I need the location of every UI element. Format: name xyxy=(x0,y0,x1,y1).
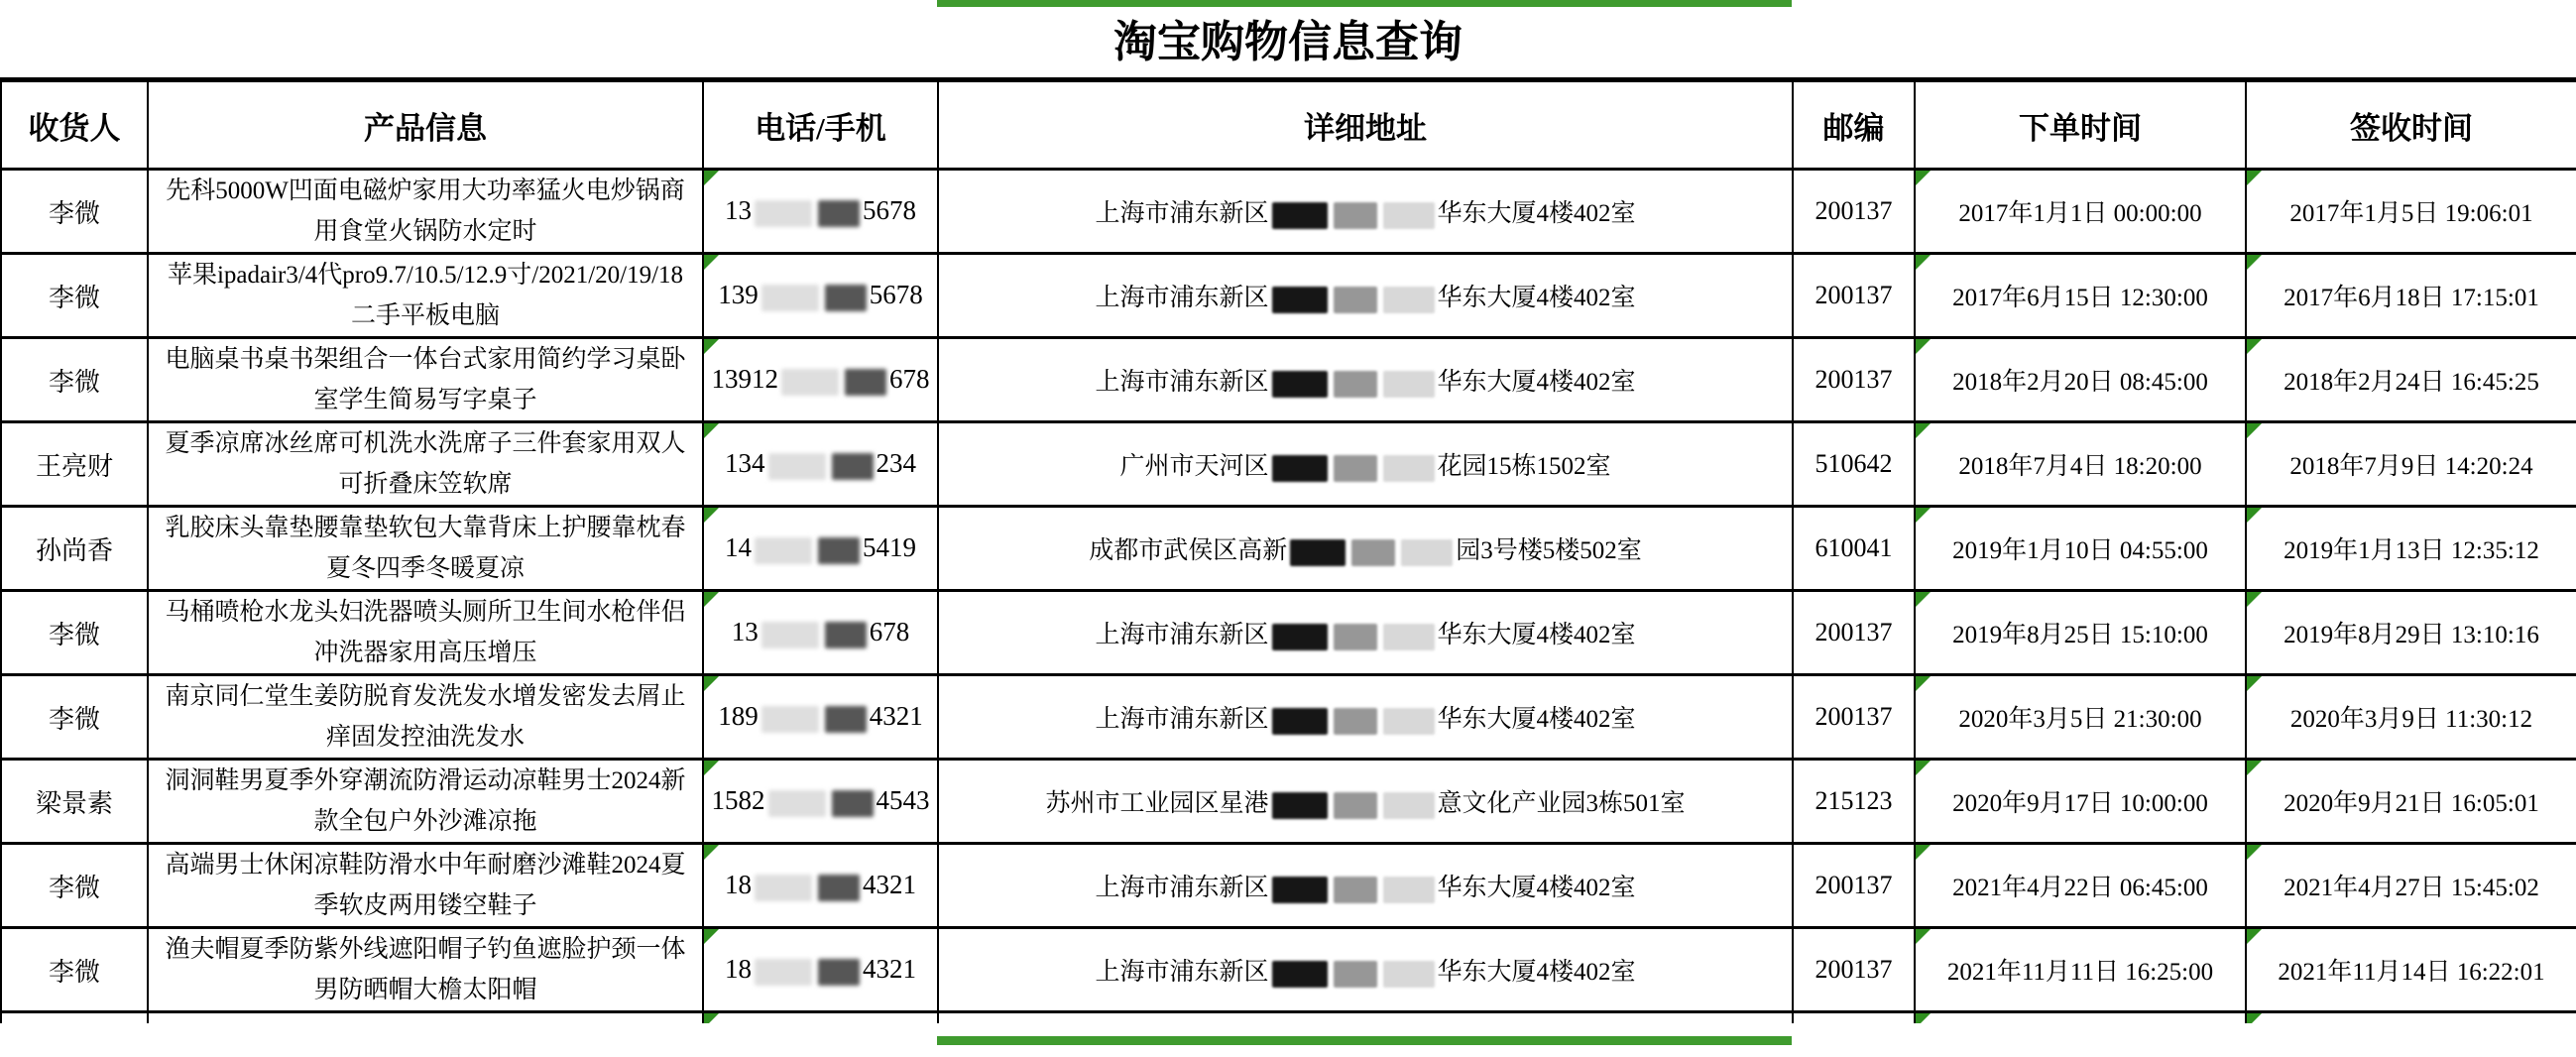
phone-visible-suffix: 5419 xyxy=(863,532,916,563)
sign-time-value: 2020年9月21日 16:05:01 xyxy=(2283,790,2539,817)
address-redaction-box xyxy=(1272,961,1328,988)
partial-next-row xyxy=(1,1012,2576,1024)
phone-redaction-box xyxy=(755,537,812,564)
cell-sign-time[interactable] xyxy=(2246,591,2576,675)
header-product[interactable]: 产品信息 xyxy=(148,80,703,170)
cell-zip[interactable]: 200137 xyxy=(1793,844,1915,928)
error-triangle-icon xyxy=(704,845,719,860)
phone-visible-prefix: 13 xyxy=(725,195,752,226)
error-triangle-icon xyxy=(704,761,719,775)
error-triangle-icon xyxy=(2247,171,2262,185)
address-redaction-box xyxy=(1383,455,1435,482)
cell-zip[interactable]: 200137 xyxy=(1793,170,1915,254)
address-visible-prefix: 上海市浦东新区 xyxy=(1095,959,1269,986)
table-row xyxy=(1,760,2576,844)
cell-order-time[interactable] xyxy=(1915,254,2246,338)
header-recipient[interactable]: 收货人 xyxy=(1,80,148,170)
cell-recipient[interactable]: 李微 xyxy=(1,591,148,675)
address-redaction-box xyxy=(1401,539,1453,566)
address-redaction-box xyxy=(1272,792,1328,819)
cell-address[interactable] xyxy=(938,591,1793,675)
phone-redaction-box xyxy=(818,537,860,564)
error-triangle-icon xyxy=(2247,845,2262,860)
cell-sign-time[interactable] xyxy=(2246,254,2576,338)
sign-time-value: 2021年4月27日 15:45:02 xyxy=(2283,875,2539,901)
error-triangle-icon xyxy=(704,171,719,185)
phone-visible-suffix: 678 xyxy=(889,364,930,395)
cell-product[interactable]: 南京同仁堂生姜防脱育发洗发水增发密发去屑止痒固发控油洗发水 xyxy=(148,675,703,760)
header-address[interactable]: 详细地址 xyxy=(938,80,1793,170)
phone-visible-prefix: 14 xyxy=(725,532,752,563)
cell-zip[interactable]: 200137 xyxy=(1793,591,1915,675)
sign-time-value: 2020年3月9日 11:30:12 xyxy=(2289,706,2533,733)
cell-product[interactable]: 高端男士休闲凉鞋防滑水中年耐磨沙滩鞋2024夏季软皮两用镂空鞋子 xyxy=(148,844,703,928)
address-visible-prefix: 上海市浦东新区 xyxy=(1095,285,1269,311)
cell-address[interactable] xyxy=(938,928,1793,1012)
address-redaction-box xyxy=(1334,455,1377,482)
error-triangle-icon xyxy=(1916,1013,1931,1023)
address-redaction-box xyxy=(1383,877,1435,903)
address-visible-prefix: 广州市天河区 xyxy=(1119,453,1269,480)
phone-redaction-box xyxy=(761,285,819,311)
address-visible-suffix: 华东大厦4楼402室 xyxy=(1437,622,1636,648)
address-redaction-box xyxy=(1272,287,1328,313)
cell-sign-time[interactable] xyxy=(2246,422,2576,507)
cell-phone[interactable] xyxy=(703,507,938,591)
address-visible-prefix: 上海市浦东新区 xyxy=(1095,875,1269,901)
cell-order-time[interactable] xyxy=(1915,338,2246,422)
cell-order-time[interactable] xyxy=(1915,675,2246,760)
cell-recipient[interactable]: 李微 xyxy=(1,254,148,338)
cell-address[interactable] xyxy=(938,760,1793,844)
phone-visible-prefix: 18 xyxy=(725,954,752,985)
address-visible-suffix: 华东大厦4楼402室 xyxy=(1437,706,1636,733)
phone-redaction-box xyxy=(761,622,819,648)
error-triangle-icon xyxy=(704,676,719,691)
cell-zip[interactable]: 610041 xyxy=(1793,507,1915,591)
cell-phone[interactable] xyxy=(703,170,938,254)
phone-redaction-box xyxy=(832,453,874,480)
cell-address[interactable] xyxy=(938,1012,1793,1024)
error-triangle-icon xyxy=(2247,255,2262,270)
cell-order-time[interactable] xyxy=(1915,591,2246,675)
address-redaction-box xyxy=(1383,202,1435,229)
cell-recipient[interactable]: 王亮财 xyxy=(1,422,148,507)
cell-product[interactable] xyxy=(148,1012,703,1024)
cell-zip[interactable] xyxy=(1793,1012,1915,1024)
address-redaction-box xyxy=(1334,792,1377,819)
error-triangle-icon xyxy=(704,508,719,523)
address-redaction-box xyxy=(1334,371,1377,398)
address-redaction-box xyxy=(1272,455,1328,482)
phone-visible-suffix: 4543 xyxy=(876,785,930,816)
table-row xyxy=(1,675,2576,760)
cell-product[interactable]: 苹果ipadair3/4代pro9.7/10.5/12.9寸/2021/20/19/18二手平板电脑 xyxy=(148,254,703,338)
cell-recipient[interactable]: 李微 xyxy=(1,170,148,254)
phone-redaction-box xyxy=(768,790,826,817)
cell-order-time[interactable] xyxy=(1915,760,2246,844)
address-visible-suffix: 华东大厦4楼402室 xyxy=(1437,959,1636,986)
cell-product[interactable]: 马桶喷枪水龙头妇洗器喷头厕所卫生间水枪伴侣冲洗器家用高压增压 xyxy=(148,591,703,675)
header-order-time[interactable]: 下单时间 xyxy=(1915,80,2246,170)
header-row xyxy=(1,80,2576,170)
cell-recipient[interactable]: 李微 xyxy=(1,844,148,928)
cell-zip[interactable]: 200137 xyxy=(1793,928,1915,1012)
address-redaction-box xyxy=(1334,624,1377,650)
error-triangle-icon xyxy=(2247,592,2262,607)
error-triangle-icon xyxy=(704,339,719,354)
cell-address[interactable] xyxy=(938,422,1793,507)
phone-visible-prefix: 13912 xyxy=(711,364,778,395)
address-visible-suffix: 华东大厦4楼402室 xyxy=(1437,285,1636,311)
address-visible-prefix: 上海市浦东新区 xyxy=(1095,706,1269,733)
phone-visible-suffix: 5678 xyxy=(869,280,923,310)
error-triangle-icon xyxy=(2247,339,2262,354)
cell-address[interactable] xyxy=(938,170,1793,254)
phone-redaction-box xyxy=(832,790,874,817)
address-redaction-box xyxy=(1334,708,1377,735)
cell-address[interactable] xyxy=(938,507,1793,591)
sign-time-value: 2017年6月18日 17:15:01 xyxy=(2283,285,2539,311)
table-row xyxy=(1,591,2576,675)
phone-visible-suffix: 5678 xyxy=(863,195,916,226)
table-row xyxy=(1,844,2576,928)
phone-visible-suffix: 4321 xyxy=(863,954,916,985)
cell-recipient[interactable]: 李微 xyxy=(1,675,148,760)
sign-time-value: 2018年7月9日 14:20:24 xyxy=(2289,453,2533,480)
phone-visible-suffix: 234 xyxy=(876,448,916,479)
address-redaction-box xyxy=(1334,202,1377,229)
phone-visible-prefix: 1582 xyxy=(711,785,765,816)
error-triangle-icon xyxy=(1916,339,1931,354)
phone-redaction-box xyxy=(755,200,812,227)
error-triangle-icon xyxy=(2247,676,2262,691)
address-redaction-box xyxy=(1272,371,1328,398)
order-time-value: 2019年1月10日 04:55:00 xyxy=(1952,537,2208,564)
error-triangle-icon xyxy=(1916,592,1931,607)
phone-redaction-box xyxy=(825,706,867,733)
address-visible-prefix: 上海市浦东新区 xyxy=(1095,369,1269,396)
error-triangle-icon xyxy=(704,1013,719,1023)
address-redaction-box xyxy=(1334,877,1377,903)
address-visible-prefix: 苏州市工业园区星港 xyxy=(1045,790,1269,817)
cell-sign-time[interactable] xyxy=(2246,928,2576,1012)
address-visible-suffix: 园3号楼5楼502室 xyxy=(1456,537,1642,564)
order-time-value: 2020年3月5日 21:30:00 xyxy=(1958,706,2202,733)
error-triangle-icon xyxy=(1916,423,1931,438)
cell-sign-time[interactable] xyxy=(2246,844,2576,928)
order-time-value: 2021年4月22日 06:45:00 xyxy=(1952,875,2208,901)
phone-redaction-box xyxy=(818,200,860,227)
cell-recipient[interactable]: 孙尚香 xyxy=(1,507,148,591)
address-visible-prefix: 上海市浦东新区 xyxy=(1095,200,1269,227)
phone-visible-prefix: 139 xyxy=(718,280,759,310)
header-phone[interactable]: 电话/手机 xyxy=(703,80,938,170)
column-selection-bottom-border xyxy=(937,1036,1792,1045)
page-title: 淘宝购物信息查询 xyxy=(1113,18,1463,66)
table-row xyxy=(1,928,2576,1012)
table-row xyxy=(1,170,2576,254)
cell-address[interactable] xyxy=(938,338,1793,422)
error-triangle-icon xyxy=(704,929,719,944)
error-triangle-icon xyxy=(2247,1013,2262,1023)
phone-visible-prefix: 13 xyxy=(731,617,759,647)
cell-phone[interactable] xyxy=(703,1012,938,1024)
cell-sign-time[interactable] xyxy=(2246,675,2576,760)
error-triangle-icon xyxy=(1916,761,1931,775)
phone-redaction-box xyxy=(755,959,812,986)
phone-visible-prefix: 189 xyxy=(718,701,759,732)
sign-time-value: 2018年2月24日 16:45:25 xyxy=(2283,369,2539,396)
sign-time-value: 2017年1月5日 19:06:01 xyxy=(2289,200,2533,227)
table-row xyxy=(1,338,2576,422)
cell-recipient[interactable]: 李微 xyxy=(1,928,148,1012)
error-triangle-icon xyxy=(1916,171,1931,185)
error-triangle-icon xyxy=(1916,929,1931,944)
phone-redaction-box xyxy=(845,369,886,396)
phone-redaction-box xyxy=(818,959,860,986)
cell-zip[interactable]: 200137 xyxy=(1793,338,1915,422)
sign-time-value: 2019年1月13日 12:35:12 xyxy=(2283,537,2539,564)
column-selection-top-border xyxy=(937,0,1792,7)
address-visible-suffix: 华东大厦4楼402室 xyxy=(1437,875,1636,901)
phone-visible-prefix: 134 xyxy=(725,448,765,479)
cell-sign-time[interactable] xyxy=(2246,170,2576,254)
phone-visible-suffix: 678 xyxy=(869,617,910,647)
address-redaction-box xyxy=(1383,371,1435,398)
cell-product[interactable]: 渔夫帽夏季防紫外线遮阳帽子钓鱼遮脸护颈一体男防晒帽大檐太阳帽 xyxy=(148,928,703,1012)
error-triangle-icon xyxy=(1916,845,1931,860)
address-visible-prefix: 成都市武侯区高新 xyxy=(1089,537,1288,564)
cell-zip[interactable]: 510642 xyxy=(1793,422,1915,507)
address-redaction-box xyxy=(1272,624,1328,650)
error-triangle-icon xyxy=(1916,508,1931,523)
address-redaction-box xyxy=(1334,287,1377,313)
cell-phone[interactable] xyxy=(703,254,938,338)
order-time-value: 2017年6月15日 12:30:00 xyxy=(1952,285,2208,311)
phone-redaction-box xyxy=(825,622,867,648)
cell-phone[interactable] xyxy=(703,422,938,507)
address-redaction-box xyxy=(1383,961,1435,988)
cell-address[interactable] xyxy=(938,675,1793,760)
table-row xyxy=(1,254,2576,338)
address-redaction-box xyxy=(1272,877,1328,903)
phone-redaction-box xyxy=(755,875,812,901)
cell-zip[interactable]: 200137 xyxy=(1793,675,1915,760)
address-redaction-box xyxy=(1290,539,1346,566)
cell-order-time[interactable] xyxy=(1915,1012,2246,1024)
phone-redaction-box xyxy=(761,706,819,733)
address-redaction-box xyxy=(1383,792,1435,819)
cell-phone[interactable] xyxy=(703,675,938,760)
order-time-value: 2020年9月17日 10:00:00 xyxy=(1952,790,2208,817)
address-visible-suffix: 华东大厦4楼402室 xyxy=(1437,200,1636,227)
cell-address[interactable] xyxy=(938,254,1793,338)
cell-recipient[interactable]: 梁景素 xyxy=(1,760,148,844)
phone-redaction-box xyxy=(768,453,826,480)
cell-phone[interactable] xyxy=(703,591,938,675)
cell-order-time[interactable] xyxy=(1915,928,2246,1012)
cell-order-time[interactable] xyxy=(1915,507,2246,591)
address-redaction-box xyxy=(1383,624,1435,650)
address-redaction-box xyxy=(1334,961,1377,988)
order-time-value: 2019年8月25日 15:10:00 xyxy=(1952,622,2208,648)
phone-redaction-box xyxy=(781,369,839,396)
order-time-value: 2017年1月1日 00:00:00 xyxy=(1958,200,2202,227)
cell-zip[interactable]: 215123 xyxy=(1793,760,1915,844)
cell-recipient[interactable]: 李微 xyxy=(1,338,148,422)
table-row xyxy=(1,507,2576,591)
cell-phone[interactable] xyxy=(703,928,938,1012)
error-triangle-icon xyxy=(1916,676,1931,691)
error-triangle-icon xyxy=(704,592,719,607)
address-redaction-box xyxy=(1383,287,1435,313)
error-triangle-icon xyxy=(704,255,719,270)
cell-order-time[interactable] xyxy=(1915,422,2246,507)
cell-phone[interactable] xyxy=(703,844,938,928)
phone-redaction-box xyxy=(825,285,867,311)
cell-zip[interactable]: 200137 xyxy=(1793,254,1915,338)
cell-product[interactable]: 洞洞鞋男夏季外穿潮流防滑运动凉鞋男士2024新款全包户外沙滩凉拖 xyxy=(148,760,703,844)
error-triangle-icon xyxy=(2247,929,2262,944)
order-time-value: 2021年11月11日 16:25:00 xyxy=(1946,959,2214,986)
cell-order-time[interactable] xyxy=(1915,170,2246,254)
error-triangle-icon xyxy=(2247,508,2262,523)
address-redaction-box xyxy=(1272,202,1328,229)
cell-product[interactable]: 乳胶床头靠垫腰靠垫软包大靠背床上护腰靠枕春夏冬四季冬暖夏凉 xyxy=(148,507,703,591)
sign-time-value: 2019年8月29日 13:10:16 xyxy=(2283,622,2539,648)
phone-visible-suffix: 4321 xyxy=(863,870,916,900)
address-redaction-box xyxy=(1272,708,1328,735)
cell-phone[interactable] xyxy=(703,338,938,422)
address-redaction-box xyxy=(1383,708,1435,735)
order-time-value: 2018年7月4日 18:20:00 xyxy=(1958,453,2202,480)
table-row xyxy=(1,422,2576,507)
error-triangle-icon xyxy=(2247,761,2262,775)
cell-sign-time[interactable] xyxy=(2246,507,2576,591)
error-triangle-icon xyxy=(704,423,719,438)
cell-recipient[interactable] xyxy=(1,1012,148,1024)
cell-phone[interactable] xyxy=(703,760,938,844)
cell-sign-time[interactable] xyxy=(2246,1012,2576,1024)
header-sign-time[interactable]: 签收时间 xyxy=(2246,80,2576,170)
error-triangle-icon xyxy=(2247,423,2262,438)
header-zip[interactable]: 邮编 xyxy=(1793,80,1915,170)
address-visible-suffix: 华东大厦4楼402室 xyxy=(1437,369,1636,396)
cell-order-time[interactable] xyxy=(1915,844,2246,928)
address-visible-suffix: 花园15栋1502室 xyxy=(1437,453,1611,480)
cell-sign-time[interactable] xyxy=(2246,760,2576,844)
error-triangle-icon xyxy=(1916,255,1931,270)
cell-product[interactable]: 夏季凉席冰丝席可机洗水洗席子三件套家用双人可折叠床笠软席 xyxy=(148,422,703,507)
cell-product[interactable]: 电脑桌书桌书架组合一体台式家用简约学习桌卧室学生简易写字桌子 xyxy=(148,338,703,422)
sign-time-value: 2021年11月14日 16:22:01 xyxy=(2278,959,2545,986)
orders-table xyxy=(0,77,2576,1023)
address-visible-suffix: 意文化产业园3栋501室 xyxy=(1437,790,1686,817)
phone-redaction-box xyxy=(818,875,860,901)
order-time-value: 2018年2月20日 08:45:00 xyxy=(1952,369,2208,396)
phone-visible-suffix: 4321 xyxy=(869,701,923,732)
address-redaction-box xyxy=(1351,539,1395,566)
phone-visible-prefix: 18 xyxy=(725,870,752,900)
cell-sign-time[interactable] xyxy=(2246,338,2576,422)
cell-product[interactable]: 先科5000W凹面电磁炉家用大功率猛火电炒锅商用食堂火锅防水定时 xyxy=(148,170,703,254)
cell-address[interactable] xyxy=(938,844,1793,928)
address-visible-prefix: 上海市浦东新区 xyxy=(1095,622,1269,648)
